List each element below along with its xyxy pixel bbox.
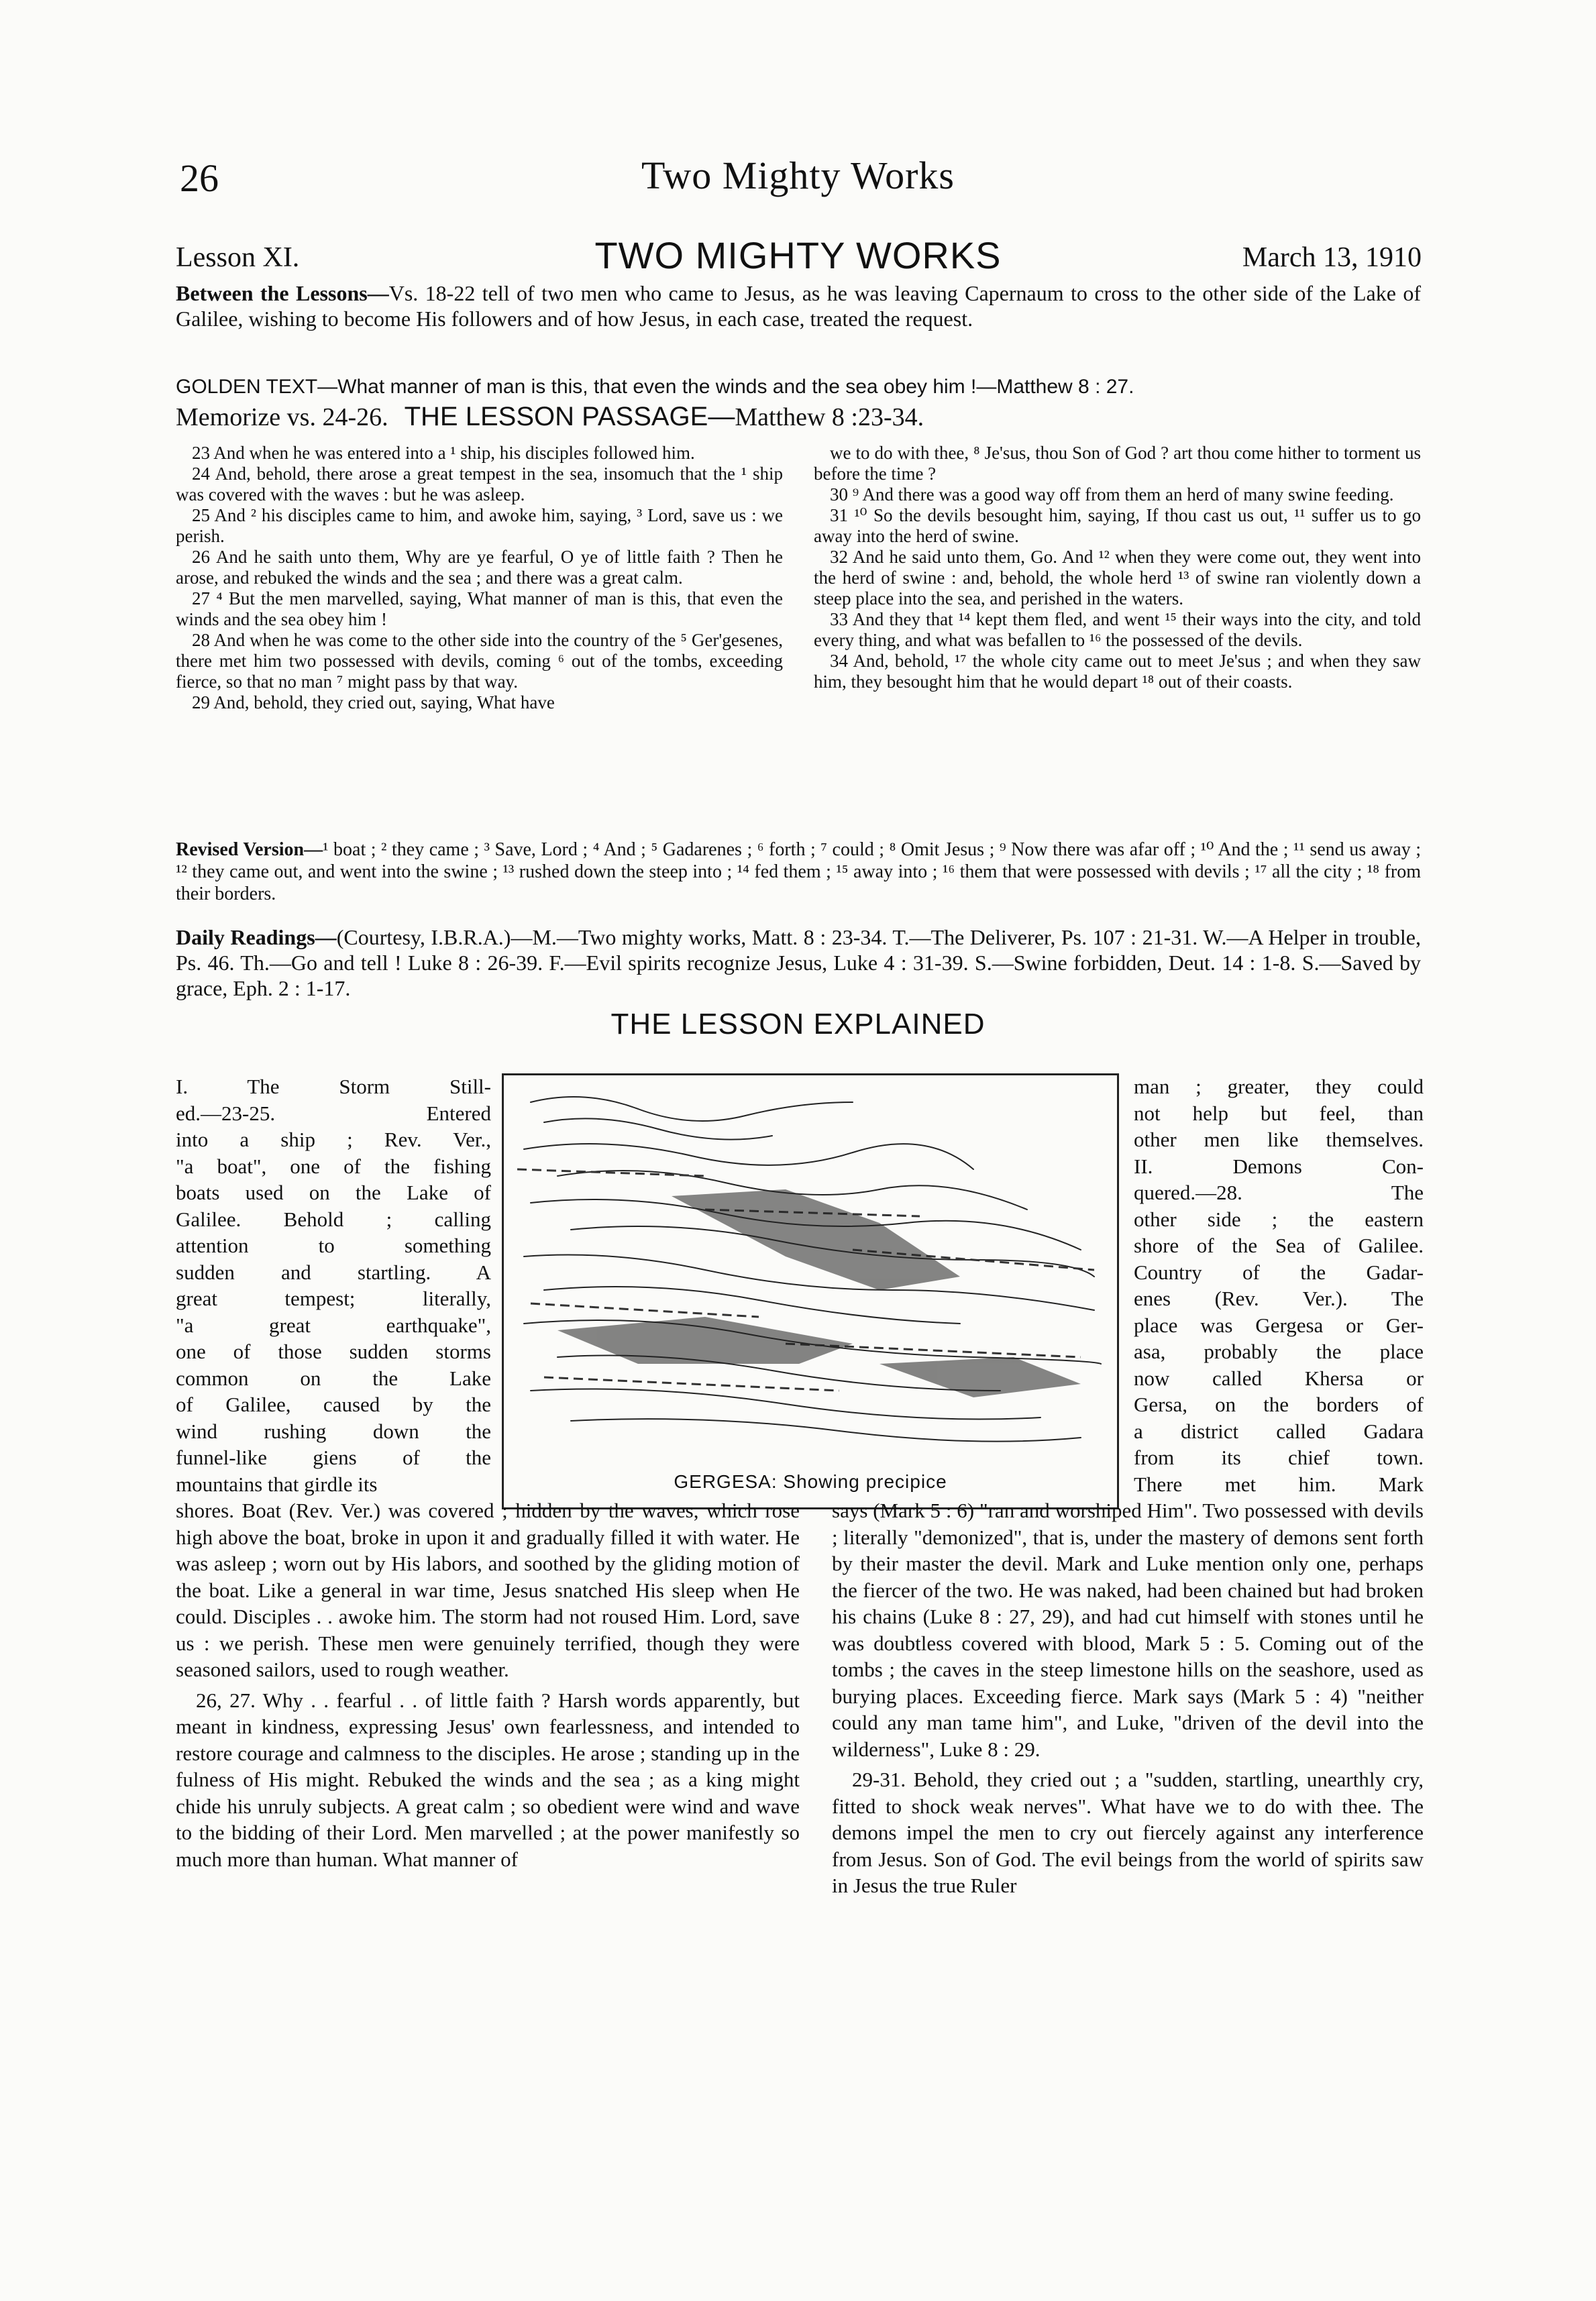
verse: 26 And he saith unto them, Why are ye fearful, O ye of little faith ? Then he arose, and rebuked the winds and the sea ; and there was a great calm. [176,547,783,588]
text-line: Country of the Gadar- [1134,1260,1424,1284]
verse: 29 And, behold, they cried out, saying, What have [192,692,555,712]
fearful-paragraph: 26, 27. Why . . fearful . . of little faith ? Harsh words apparently, but meant in kindness, expressing Jesus' own fearlessness, and intended to restore courage and calmness to the disciples. He arose ; standing up in the fulness of His might. Rebuked the winds and the sea ; as a king might chide his unruly subjects. A great calm ; so obedient were wind and wave to the bidding of their Lord. Men marvelled ; at the power manifestly so much more than human. What manner of [176,1688,800,1871]
golden-text: GOLDEN TEXT—What manner of man is this, that even the winds and the sea obey him !—Matthew 8 : 27. [176,376,1134,398]
text-line: Gersa, on the borders of [1134,1393,1424,1416]
memorize-row [176,401,1421,433]
page-number: 26 [180,156,219,200]
verse: 25 And ² his disciples came to him, and awoke him, saying, ³ Lord, save us : we perish. [176,505,783,546]
passage-heading: THE LESSON PASSAGE— [404,402,735,431]
verse: 30 ⁹ And there was a good way off from them an herd of many swine feeding. [830,484,1394,504]
text-line: place was Gergesa or Ger- [1134,1313,1424,1337]
text-line: enes (Rev. Ver.). The [1134,1287,1424,1310]
text-line: asa, probably the place [1134,1340,1424,1363]
figure-caption: GERGESA: Showing precipice [674,1471,947,1492]
between-lessons [176,280,1421,331]
text-line: Galilee. Behold ; calling [176,1207,491,1231]
verses-left-column [176,443,783,713]
text-line: from its chief town. [1134,1446,1424,1469]
lesson-title: TWO MIGHTY WORKS [594,234,1002,276]
text-line: a district called Gadara [1134,1419,1424,1443]
text-line: into a ship ; Rev. Ver., [176,1128,491,1151]
lesson-number: Lesson XI. [176,242,300,273]
explained-left-wide [176,1497,800,1872]
text-line: funnel-like giens of the [176,1446,491,1469]
daily-text: (Courtesy, I.B.R.A.)—M.—Two mighty works, Matt. 8 : 23-34. T.—The Deliverer, Ps. 107 : 21-31. W.—A Helper in trouble, Ps. 46. Th.—Go and tell ! Luke 8 : 26-39. F.—Evil spirits recognize Jesus, Luke 4 : 31-39. S.—Swine forbidden, Deut. 14 : 1-8. S.—Saved by grace, Eph. 2 : 1-17. [176,925,1422,1000]
cried-out-paragraph: 29-31. Behold, they cried out ; a "sudden, startling, unearthly cry, fitted to shock weak nerves". What have we to do with thee. The demons impel the men to cry out fiercely against any interference from Jesus. Son of God. The evil beings from the world of spirits saw in Jesus the true Ruler [832,1768,1424,1897]
text-line: other men like themselves. [1134,1128,1424,1151]
text-line: common on the Lake [176,1366,491,1390]
precipice-illustration [504,1075,1117,1451]
text-line: of Galilee, caused by the [176,1393,491,1416]
figure-gergesa [502,1073,1119,1509]
text-line: ed.—23-25. Entered [176,1101,491,1125]
text-line: one of those sudden storms [176,1340,491,1363]
explained-right-wide [832,1497,1424,1899]
text-line: sudden and startling. A [176,1260,491,1284]
verse: 24 And, behold, there arose a great tempest in the sea, insomuch that the ¹ ship was covered with the waves : but he was asleep. [176,464,783,504]
text-line: other side ; the eastern [1134,1207,1424,1231]
text-line: "a great earthquake", [176,1313,491,1337]
between-label: Between the Lessons— [176,281,389,305]
verse: 32 And he said unto them, Go. And ¹² when they were come out, they went into the herd of swine : and, behold, the whole herd ¹³ of swine ran violently down a steep place into the sea, and perished in the waters. [814,547,1421,608]
daily-readings [176,924,1421,1001]
text-line: now called Khersa or [1134,1366,1424,1390]
text-line: great tempest; literally, [176,1287,491,1310]
text-line: "a boat", one of the fishing [176,1154,491,1178]
memorize-note: Memorize vs. 24-26. [176,403,388,431]
running-title: Two Mighty Works [641,154,955,197]
text-line: attention to something [176,1234,491,1257]
verse: 27 ⁴ But the men marvelled, saying, What manner of man is this, that even the winds and the sea obey him ! [176,588,783,629]
demons-paragraph: says (Mark 5 : 6) "ran and worshiped Him". Two possessed with devils ; literally "demonized", that is, under the mastery of demons sent forth by their master the devil. Mark and Luke mention only one, perhaps the fiercer of the two. He was naked, had been chained but had broken his chains (Luke 8 : 27, 29), and had cut himself with stones until he was doubtless covered with blood, Mark 5 : 5. Coming out of the tombs ; the caves in the steep limestone hills on the seashore, used as burying places. Exceeding fierce. Mark says (Mark 5 : 4) "neither could any man tame him", and Luke, "driven of the devil into the wilderness", Luke 8 : 29. [832,1499,1424,1761]
verse: we to do with thee, ⁸ Je'sus, thou Son of God ? art thou come hither to torment us before the time ? [814,443,1421,484]
revised-text: ¹ boat ; ² they came ; ³ Save, Lord ; ⁴ And ; ⁵ Gadarenes ; ⁶ forth ; ⁷ could ; ⁸ Omit Jesus ; ⁹ Now there was afar off ; ¹⁰ And the ; ¹¹ send us away ; ¹² they came out, and went into the swine ; ¹³ rushed down the steep into ; ¹⁴ fed them ; ¹⁵ away into ; ¹⁶ them that were possessed with devils ; ¹⁷ all the city ; ¹⁸ from their borders. [176,839,1422,904]
explained-right-narrow [1134,1073,1424,1497]
verse: 33 And they that ¹⁴ kept them fled, and went ¹⁵ their ways into the city, and told every thing, and what was befallen to ¹⁶ the possessed of the devils. [814,609,1421,650]
text-line: shore of the Sea of Galilee. [1134,1234,1424,1257]
text-line: boats used on the Lake of [176,1181,491,1204]
verse: 23 And when he was entered into a ¹ ship, his disciples followed him. [192,443,695,463]
verses-right-column [814,443,1421,692]
text-line: I. The Storm Still- [176,1075,491,1098]
text-line: man ; greater, they could [1134,1075,1424,1098]
text-line: quered.—28. The [1134,1181,1424,1204]
verse: 28 And when he was come to the other side into the country of the ⁵ Ger'gesenes, there met him two possessed with devils, coming ⁶ out of the tombs, exceeding fierce, so that no man ⁷ might pass by that way. [176,630,783,692]
between-text: Vs. 18-22 tell of two men who came to Jesus, as he was leaving Capernaum to cross to the other side of the Lake of Galilee, wishing to become His followers and of how Jesus, in each case, treated the request. [176,281,1422,331]
verse: 34 And, behold, ¹⁷ the whole city came out to meet Je'sus ; and when they saw him, they besought him that he would depart ¹⁸ out of their coasts. [814,651,1421,692]
passage-reference: Matthew 8 :23-34. [735,403,924,431]
text-line: There met him. Mark [1134,1472,1424,1496]
daily-label: Daily Readings— [176,925,337,949]
text-line: mountains that girdle its [176,1472,378,1496]
revised-label: Revised Version— [176,839,323,860]
verse: 31 ¹⁰ So the devils besought him, saying, If thou cast us out, ¹¹ suffer us to go away into the herd of swine. [814,505,1421,546]
text-line: wind rushing down the [176,1419,491,1443]
explained-heading: THE LESSON EXPLAINED [610,1008,986,1040]
storm-paragraph: shores. Boat (Rev. Ver.) was covered ; hidden by the waves, which rose high above the boat, broke in upon it and gradually filled it with water. He was asleep ; worn out by His labors, and soothed by the gliding motion of the boat. Like a general in war time, Jesus snatched His sleep when He could. Disciples . . awoke him. The storm had not roused Him. Lord, save us : we perish. These men were genuinely terrified, though they were seasoned sailors, used to rough weather. [176,1499,800,1681]
text-line: II. Demons Con- [1134,1154,1424,1178]
text-line: not help but feel, than [1134,1101,1424,1125]
explained-left-narrow [176,1073,491,1497]
revised-version [176,839,1421,905]
lesson-date: March 13, 1910 [1242,242,1422,273]
